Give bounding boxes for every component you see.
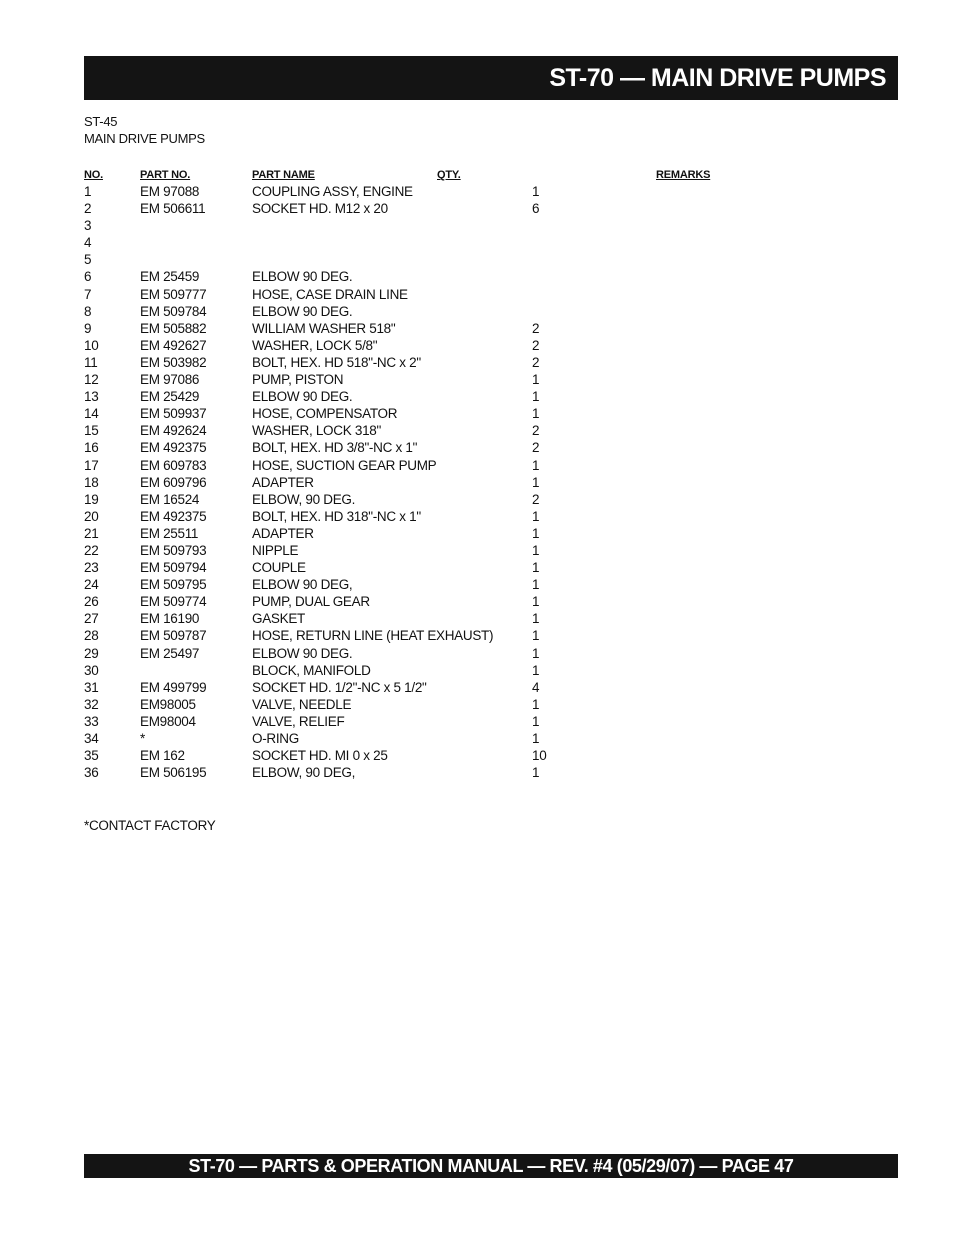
cell-part-number: EM 25429 [140,389,200,405]
cell-part-number: EM 25497 [140,645,200,661]
cell-part-name: COUPLING ASSY, ENGINE [252,184,413,199]
table-row [0,303,954,320]
cell-part-number-index: 31 [84,679,99,695]
cell-part-number: EM 25459 [140,269,200,285]
table-row [0,610,954,627]
cell-part-number: EM 499799 [140,679,207,695]
table-row [0,662,954,679]
table-row [0,730,954,747]
cell-part-name: SOCKET HD. 1/2"-NC x 5 1/2" [252,679,427,695]
cell-part-number: EM 509774 [140,594,207,610]
cell-part-number-index: 27 [84,611,99,627]
table-row [0,439,954,456]
cell-quantity: 1 [532,577,540,593]
cell-part-number: EM 25511 [140,525,199,541]
column-header-part-name: PART NAME [252,169,315,181]
cell-part-name: HOSE, RETURN LINE (HEAT EXHAUST) [252,628,494,644]
table-row [0,320,954,337]
cell-quantity: 2 [532,440,540,456]
parts-list [0,183,954,781]
table-row [0,371,954,388]
cell-part-number-index: 3 [84,218,92,234]
cell-part-number-index: 32 [84,696,99,712]
cell-quantity: 1 [532,184,540,199]
table-row [0,508,954,525]
page-title-bar [84,56,898,100]
cell-part-name: O-RING [252,731,299,746]
cell-quantity: 1 [532,645,540,661]
cell-part-number-index: 20 [84,508,99,524]
cell-part-number: EM 492627 [140,337,207,353]
cell-part-name: ELBOW 90 DEG. [252,303,353,319]
table-row [0,679,954,696]
cell-part-name: ELBOW, 90 DEG, [252,765,356,781]
table-row [0,200,954,217]
cell-part-number-index: 5 [84,252,92,268]
cell-part-name: PUMP, DUAL GEAR [252,594,370,610]
cell-part-number-index: 14 [84,406,99,422]
cell-part-number-index: 18 [84,474,99,490]
cell-part-number-index: 9 [84,320,92,336]
table-row [0,491,954,508]
cell-part-number-index: 35 [84,748,99,764]
cell-part-name: WASHER, LOCK 5/8" [252,337,378,353]
cell-quantity: 1 [532,542,540,558]
column-header-qty: QTY. [437,169,461,181]
cell-part-number: EM 509777 [140,286,207,302]
cell-part-number-index: 1 [84,184,92,199]
cell-part-name: VALVE, RELIEF [252,713,345,729]
contact-factory-note: *CONTACT FACTORY [84,818,216,833]
cell-part-number-index: 36 [84,765,99,781]
table-row [0,405,954,422]
cell-part-number: EM 509784 [140,303,207,319]
cell-part-number-index: 23 [84,560,99,576]
page-footer [84,1154,898,1178]
table-row [0,764,954,781]
cell-part-number: EM 503982 [140,354,207,370]
cell-part-name: NIPPLE [252,542,299,558]
table-row [0,747,954,764]
cell-part-number-index: 17 [84,457,99,473]
cell-quantity: 2 [532,354,540,370]
table-row [0,337,954,354]
cell-part-number: EM 16524 [140,491,200,507]
cell-quantity: 1 [532,474,540,490]
cell-part-name: GASKET [252,611,305,627]
cell-part-number: EM 506195 [140,765,207,781]
cell-part-name: WASHER, LOCK 318" [252,423,381,439]
cell-part-number: EM98005 [140,696,196,712]
cell-quantity: 1 [532,594,540,610]
cell-part-number: EM 492624 [140,423,207,439]
cell-quantity: 2 [532,491,540,507]
cell-quantity: 1 [532,696,540,712]
cell-part-number-index: 30 [84,662,99,678]
cell-quantity: 1 [532,713,540,729]
cell-quantity: 2 [532,320,540,336]
cell-part-number-index: 11 [84,354,98,370]
cell-part-number: EM 509937 [140,406,207,422]
cell-part-number-index: 24 [84,577,99,593]
table-row [0,627,954,644]
cell-part-number-index: 12 [84,372,99,388]
footer-text: ST-70 — PARTS & OPERATION MANUAL — REV. #4 (05/29/07) — PAGE 47 [188,1156,794,1176]
cell-part-name: BOLT, HEX. HD 318"-NC x 1" [252,508,421,524]
cell-part-number-index: 8 [84,303,92,319]
cell-part-number-index: 16 [84,440,99,456]
column-header-part-no: PART NO. [140,169,191,181]
table-row [0,217,954,234]
cell-quantity: 1 [532,457,540,473]
cell-part-number-index: 6 [84,269,92,285]
page-title: ST-70 — MAIN DRIVE PUMPS [549,64,886,92]
cell-part-number-index: 7 [84,286,92,302]
cell-part-number: EM 97088 [140,184,200,199]
cell-part-name: HOSE, SUCTION GEAR PUMP [252,457,437,473]
cell-part-name: ADAPTER [252,525,314,541]
cell-part-name: ELBOW 90 DEG. [252,389,353,405]
cell-quantity: 6 [532,201,540,217]
cell-quantity: 1 [532,389,540,405]
cell-quantity: 4 [532,679,540,695]
cell-part-number: EM 492375 [140,508,207,524]
cell-quantity: 1 [532,731,540,746]
cell-part-number-index: 2 [84,201,92,217]
cell-part-number: EM 506611 [140,201,206,217]
cell-part-name: BOLT, HEX. HD 518"-NC x 2" [252,354,421,370]
cell-part-number-index: 26 [84,594,99,610]
cell-part-name: SOCKET HD. MI 0 x 25 [252,748,388,764]
table-row [0,576,954,593]
cell-part-name: ELBOW 90 DEG, [252,577,353,593]
cell-quantity: 1 [532,508,540,524]
cell-quantity: 1 [532,628,540,644]
table-row [0,645,954,662]
table-row [0,713,954,730]
column-header-remarks: REMARKS [656,169,711,181]
cell-part-name: ADAPTER [252,474,314,490]
cell-part-number: EM 509793 [140,542,207,558]
cell-part-number: * [140,731,145,746]
section-title: MAIN DRIVE PUMPS [84,131,205,146]
cell-quantity: 2 [532,337,540,353]
cell-part-number-index: 15 [84,423,99,439]
cell-part-name: WILLIAM WASHER 518" [252,320,396,336]
cell-part-name: BOLT, HEX. HD 3/8"-NC x 1" [252,440,418,456]
table-row [0,559,954,576]
cell-part-number: EM 16190 [140,611,200,627]
cell-part-number: EM 509794 [140,560,207,576]
cell-part-name: ELBOW, 90 DEG. [252,491,356,507]
cell-part-number: EM 162 [140,748,185,764]
cell-part-name: HOSE, COMPENSATOR [252,406,398,422]
cell-quantity: 10 [532,748,547,764]
cell-part-name: BLOCK, MANIFOLD [252,662,371,678]
table-row [0,422,954,439]
table-row [0,525,954,542]
cell-part-number-index: 13 [84,389,99,405]
table-row [0,268,954,285]
cell-quantity: 2 [532,423,540,439]
cell-part-name: VALVE, NEEDLE [252,696,352,712]
cell-part-number-index: 21 [84,525,99,541]
cell-part-number-index: 4 [84,235,92,251]
cell-part-number: EM 97086 [140,372,200,388]
cell-part-name: PUMP, PISTON [252,372,344,388]
cell-part-number: EM98004 [140,713,196,729]
cell-part-number-index: 28 [84,628,99,644]
table-row [0,251,954,268]
table-row [0,286,954,303]
table-row [0,542,954,559]
cell-part-name: ELBOW 90 DEG. [252,269,353,285]
cell-part-number-index: 19 [84,491,99,507]
cell-part-number: EM 609796 [140,474,207,490]
section-code: ST-45 [84,114,118,129]
cell-part-number: EM 509787 [140,628,207,644]
cell-part-number-index: 34 [84,731,99,746]
cell-part-number-index: 29 [84,645,99,661]
table-row [0,234,954,251]
table-row [0,474,954,491]
table-row [0,457,954,474]
cell-part-name: SOCKET HD. M12 x 20 [252,201,388,217]
cell-part-name: COUPLE [252,560,306,576]
cell-quantity: 1 [532,560,540,576]
table-row [0,388,954,405]
cell-quantity: 1 [532,611,540,627]
cell-part-number: EM 505882 [140,320,207,336]
cell-part-number-index: 22 [84,542,99,558]
cell-quantity: 1 [532,406,540,422]
cell-part-number: EM 609783 [140,457,207,473]
cell-part-number: EM 509795 [140,577,207,593]
column-header-no: NO. [84,169,103,181]
cell-part-number: EM 492375 [140,440,207,456]
cell-part-name: HOSE, CASE DRAIN LINE [252,286,408,302]
cell-quantity: 1 [532,525,540,541]
table-row [0,593,954,610]
cell-part-number-index: 33 [84,713,99,729]
table-row [0,183,954,200]
cell-quantity: 1 [532,372,540,388]
cell-part-name: ELBOW 90 DEG. [252,645,353,661]
cell-part-number-index: 10 [84,337,99,353]
cell-quantity: 1 [532,662,540,678]
cell-quantity: 1 [532,765,540,781]
table-row [0,354,954,371]
table-row [0,696,954,713]
